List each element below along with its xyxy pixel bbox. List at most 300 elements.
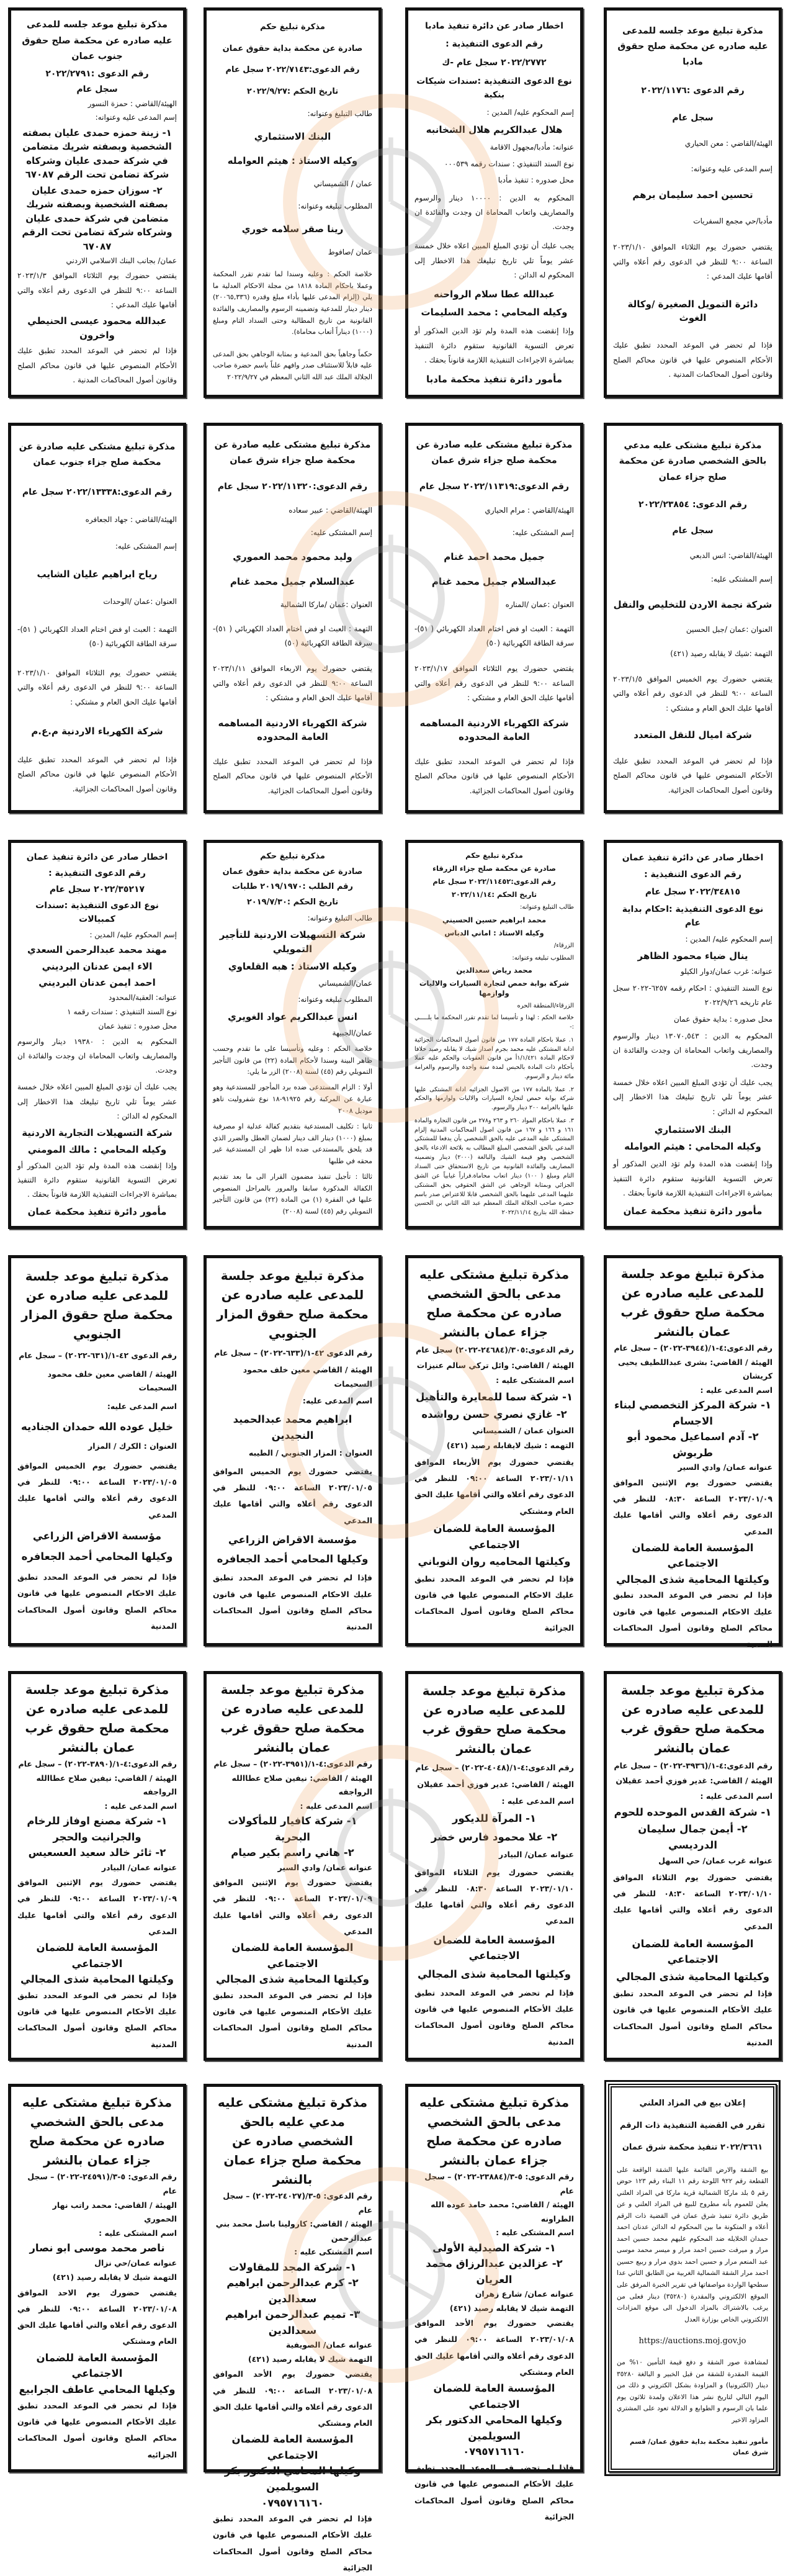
notice-text: ٣. عملا باحكام المواد ٢٦٠ و ٢٦٣ و٢٧٨ من قانون التجارة والمادة ١٦١ و ١٦٦ و ١٦٧ من قانون اصول المحاكمات المدنية إلزام المشتكى عليه المدعى عليه بالحق الشخصي بأن يدفعا للمشتكي المدعي بالحق الشخصي المبلغ المطالب به بلائحة الادعاء بالحق الشخصي وهو قيمة الشيك والبالغة (٢٠٠٠) دينار وتضمينه المصاريف والفائدة القانونية من تاريخ الاستحقاق حتى السداد التام ومبلغ ( ١٠٠) دينار اتعاب محاماة.قراراً غيابياً عن الشق الجزائي وبمثابة الوجاهي عن الشق الحقوقي بحق المشتكى عليهما المدعى عليهما بالحق الشخصي قابلا للاعتراض صدر باسم حضرة صاحب الجلالة الملك المعظم عبد الله الثاني بن الحسين حفظه الله بتاريخ ٢٠٢٢/١١/١٤ [414, 1117, 575, 1217]
notice-text: فإذا لم تحضر في الموعد المحدد تطبق عليك الاحكام المنصوص عليها في قانون محاكم الصلح وقانون أصول المحاكمات الجزائية [414, 1574, 574, 1633]
notice-name: وكيلتها المحامية شذى المجالي [20, 1973, 174, 1986]
notice-name: وكيلتها المحاميه روان النوباني [418, 1556, 571, 1568]
notice-name: مهند محمد عبدالرحمن السعدي [27, 944, 167, 956]
notice-head: مذكرة تبليغ حكم [465, 850, 523, 860]
notice-head: نوع الدعوى التنفيذية :احكام بداية عام [622, 904, 764, 929]
notice-name: مأمور دائرة تنفيذ محكمة عمان [27, 1205, 167, 1217]
notice-text: فإذا لم تحضر في الموعد المحدد تطبق عليك الأحكام المنصوص عليها في قانون محاكم الصلح وقانون أصول المحاكمات الجزائية. [17, 755, 177, 793]
notice-text: يقتضي حضورك يوم الأحد الموافق ٢٠٢٣/٠١/٠٨ الساعة ٠٩:٠٠ للنظر في الدعوى رقم أعلاه والتي أقامها عليك الحق العام ومشتكي [414, 2318, 574, 2377]
notice-text: يقتضي حضورك يوم الثلاثاء الموافق ٢٠٢٣/١/١٠ الساعة ٩:٠٠ للنظر في الدعوى رقم أعلاه والتي أقامها عليك المدعي : [613, 243, 773, 281]
notice-label: عنوانه عمان/ البيادر [498, 1849, 574, 1859]
notice-name: ١- شركة المركز التخصصي لبناء الاجسام [614, 1399, 772, 1427]
notice-label: إسم المشتكى عليه: [512, 528, 574, 538]
notice-complaint-large [204, 2084, 382, 2572]
notice-name: وكيلها المحامي عاطف الجرابيع [19, 2384, 176, 2396]
notice-head: رقم الدعوى :٢٠٢٢/١١٧٦ [641, 86, 745, 96]
notice-name: ٢- غازي نصري حسن رواشده [421, 1408, 567, 1420]
notice-name: وكيلها المحامي الدكتور بكر السويلمين [426, 2414, 563, 2442]
notice-text: يقتضي حضورك يوم الخميس الموافق ٢٠٢٣/١/٥ الساعة ٩:٠٠ للنظر في الدعوى رقم أعلاه والتي أقامها عليك الحق العام و مشتكي : [613, 674, 773, 713]
notice-label: المطلوب تبليغه وعنوانه: [298, 201, 372, 210]
notice-text: فإذا لم تحضر في الموعد المحدد تطبق عليك الأحكام المنصوص عليها في قانون محاكم الصلح وقانون أصول المحاكمات المدنية . [613, 341, 772, 379]
notice-text: أولا : الزام المستدعى ضده برد المأجور للمستدعية وهو عبارة عن المركبة رقم ٩١٩٢٥-١٨ نوع شفروليت تاهو موديل ٢٠٠٨ [213, 1083, 372, 1115]
notice-name: وكيلها المحامي أحمد الجعافره [217, 1552, 369, 1565]
notice-hearing-large [8, 1671, 186, 2061]
notice-name: ٢- هاني راسم بكير صيام [231, 1847, 354, 1859]
notice-label: الهيئة/القاضي : مرام الحياري [485, 505, 574, 515]
notice-name: المؤسسة العامة للضمان الاجتماعي [632, 1937, 754, 1966]
notice-name: ناصر محمد موسى ابو نصار [29, 2242, 165, 2254]
notice-label: مأدبا/حي مجمع السفريات [693, 217, 772, 225]
notices-row [0, 840, 788, 1229]
notices-row [0, 423, 788, 813]
notice-head: نوع الدعوى التنفيذية :سندات شيكات بنكية [416, 76, 572, 101]
notice-name: شركة الكهرباء الاردنية المساهمه العامة المحدوده [419, 717, 569, 743]
notice-label: التهمه : شيك لايقابله رصيد (٤٢١) [446, 1441, 574, 1451]
notice-execution [405, 7, 583, 398]
notice-name: عبدالسلام جميل محمد غنام [230, 575, 356, 587]
notice-head: صادرة عن محكمة صلح جزاء الزرقاء [432, 863, 556, 873]
notice-head: رقم الدعوى: ٢٠٢٢/٢٣٨٥٤ [638, 499, 747, 510]
notice-name: ٠٧٩٥٧١٦١٦٠ [463, 2446, 526, 2458]
notice-label: المطلوب تبليغه وعنوانه: [512, 954, 574, 961]
notices-row [0, 1255, 788, 1649]
notices-row [0, 2084, 788, 2572]
notice-label: المطلوب تبليغه وعنوانه: [298, 994, 372, 1004]
notice-label: الزرقاء/ [553, 942, 574, 949]
notice-label: رقم الدعوى ٤٢-١/(٦٣٣-٢٠٢٢) – سجل عام [214, 1348, 372, 1358]
notice-label: اسم المدعى عليه: [302, 1396, 372, 1406]
notice-label: عمان /صافوط [328, 248, 372, 257]
notice-name: دائرة التمويل الصغيرة /وكالة الغوث [627, 298, 758, 324]
notice-text: التهمة : العبث او فض اختام العداد الكهربائي ( ٥١)-سرقة الطاقة الكهربائية (٥٠) [17, 624, 177, 649]
notice-label: اسم المشتكى عليه : [294, 2247, 372, 2256]
notice-name: وكيله المحامي : مالك المومني [27, 1143, 167, 1155]
notice-head: سجل عام [672, 112, 714, 123]
notice-label: العنوان :عمان /المناره [505, 600, 574, 610]
notice-label: إسم المحكوم عليه/ المدين : [486, 107, 574, 117]
notice-label: اسم المشتكى عليه : [496, 1376, 574, 1385]
notice-label: مأمور تنفيذ محكمة بداية حقوق عمان/ قسم شرق عمان [630, 2438, 768, 2457]
notice-head: رقم الدعوى :٢٠٢٢/٢٧٩١ [45, 68, 149, 79]
notice-label: رقم الدعوى:٤-١/(٣٩٣٦-٢٠٢٢) – سجل عام [614, 1760, 772, 1770]
notice-label: إسم المشتكى عليه: [115, 541, 177, 551]
notice-label: اسم المدعى عليه: [107, 1402, 177, 1412]
notice-name: تحسين احمد سليمان برهم [632, 189, 753, 201]
notice-head: رقم الدعوى التنفيذية : [644, 870, 741, 880]
notice-name: المؤسسة العامة للضمان الاجتماعي [433, 2382, 555, 2410]
notice-name: مؤسسة الاقراض الزراعي [228, 1534, 357, 1546]
notice-label: عنوانه عمان/حي نزال [94, 2258, 177, 2268]
notice-name: وكيلها المحامي الدكتور بكر السويلمين [224, 2465, 361, 2493]
notice-title: مذكرة تبليغ مشتكى عليه صادرة عن محكمة صلح جزاء جنوب عمان [19, 441, 176, 468]
notice-label: التهمة :شيك لا يقابله رصيد (٤٢١) [670, 649, 772, 659]
notice-head: تاريخ الحكم :٢٠١٩/٧/٣٠ [246, 897, 339, 907]
notice-name: شركة التسهيلات الاردنية للتأجير التمويلي [219, 929, 366, 955]
notice-head: رقم الدعوى:٢٠٢٢/١١٤٥٢ سجل عام [432, 876, 556, 886]
notice-name: وكيلتها المحامية شذى المجالي [616, 1970, 770, 1983]
notice-label: رقم الدعوى:٣٠٥/(٢٤٦٨٤-٢٠٢٢) سجل عام [416, 1345, 574, 1355]
notice-name: وكيله المحامي : هيثم العوامله [624, 1141, 761, 1153]
notice-text: فإذا لم تحضر في الموعد المحدد تطبق عليك الأحكام المنصوص عليها في قانون محاكم الصلح وقانون أصول المحاكمات المدنية [414, 1988, 574, 2047]
notice-name: وكيله الاستاذ : هبه القلعاوي [228, 961, 357, 973]
notice-name: جميل محمد احمد غنام [444, 551, 545, 562]
notice-head: ٢٠٢٢/٢٧٧٢ سجل عام -ك [442, 58, 547, 68]
notice-name: شركة بوابة حمص لتجارة السيارات والاليات ولوازمها [419, 979, 570, 998]
notice-title: مذكرة تبليغ مشتكى عليه مدعى بالحق الشخصي صادره عن محكمة صلح جزاء عمان بالنشر [419, 2095, 570, 2168]
notice-label: إسم المحكوم عليه/ المدين : [685, 935, 772, 943]
notice-head: مذكرة تبليغ حكم [260, 852, 325, 862]
notice-name: وكيلتها المحامية شذى المجالي [616, 1573, 770, 1585]
notice-head: ٢٠٢٢/٣٥٢١٧ سجل عام [49, 885, 145, 894]
notice-name: احمد ايمن عدنان البرديني [38, 976, 156, 988]
notice-text: فإذا لم تحضر في الموعد المحدد تطبق عليك الأحكام المنصوص عليها في قانون محاكم الصلح وقانون أصول المحاكمات المدنية [213, 1990, 372, 2049]
notice-head: اخطار صادر عن دائرة تنفيذ مادبا [424, 20, 564, 31]
notice-title: مذكرة تبليغ موعد جلسة للمدعى عليه صادره عن محكمة صلح حقوق غرب عمان بالنشر [620, 1266, 765, 1339]
notice-text: فإذا لم تحضر في الموعد المحدد تطبق عليك الأحكام المنصوص عليها في قانون محاكم الصلح وقانون أصول المحاكمات المدنية . [17, 346, 177, 385]
notice-label: الهيئة / القاضي معين خلف محمود السحيمات [47, 1369, 177, 1393]
notice-label: عنوانه عمان/ البيادر [101, 1862, 177, 1872]
notice-head: مذكرة تبليغ حكم [260, 22, 325, 32]
notice-label: رقم الدعوى ٤٢-١/(٦٣١-٢٠٢٢) – سجل عام [19, 1350, 177, 1360]
notice-name: المؤسسة العامة للضمان الاجتماعي [632, 1541, 754, 1570]
notice-name: ٢- سوزان حمزه حمدى عليان بصفته الشخصية وبصفته شريك متضامن في شركة حمدى عليان وشركاه شركة تضامن تحت الرقم ٦٧٠٨٧ [22, 184, 172, 252]
notice-head: سجل عام [76, 84, 118, 94]
notice-name: المؤسسة العامة للضمان الاجتماعي [433, 1934, 555, 1962]
notice-name: وكيلتها المحامية شذى المجالي [215, 1973, 370, 1986]
notice-name: ١- شركة القدس الموحده للحوم [614, 1806, 772, 1818]
notice-text: المحكوم به الدين : ١٠٠٠٠ دينار والرسوم والمصاريف واتعاب المحاماة ان وجدت والفائدة ان وجدت. [414, 193, 574, 232]
notice-head: رقم الدعوى:٢٠٢٢/١١٣٢٠ سجل عام [217, 481, 368, 492]
notice-title: مذكرة تبليغ موعد جلسة للمدعى عليه صادره عن محكمة صلح حقوق غرب عمان بالنشر [25, 1682, 169, 1755]
notice-text: يجب عليك أن تؤدي المبلغ المبين اعلاه خلال خمسة عشر يوماً تلي تاريخ تبليغك هذا الاخطار إلى المحكوم له الدائن : [17, 1083, 177, 1121]
notice-judgment [204, 840, 382, 1229]
notice-text: حكماً وجاهياً بحق المدعية و بمثابة الوجاهي بحق المدعى عليه قابلاً للاستئناف صدر وافهم علناً باسم حضرة صاحب الجلالة الملك عبد الله الثاني المعظم في ٢٠٢٢/٩/٢٧ [213, 349, 372, 381]
notice-name: ١- شركة الصيدلية الأولى [432, 2241, 556, 2254]
notice-name: المؤسسة العامة للضمان الاجتماعي [36, 1942, 158, 1970]
notice-text: فإذا لم تحضر في الموعد المحدد تطبق عليك الأحكام المنصوص عليها في قانون محاكم الصلح وقانون أصول المحاكمات الجزائية [213, 2514, 372, 2572]
notice-name: رياح ابراهيم عليان الشايب [37, 568, 158, 580]
notice-label: الزرقاء/المنطقة الحره [517, 1002, 574, 1009]
notice-name: المؤسسة العامة للضمان الاجتماعي [36, 2351, 158, 2380]
notice-text: فإذا لم تحضر في الموعد المحدد تطبق عليك الأحكام المنصوص عليها في قانون محاكم الصلح وقانون أصول المحاكمات الجزائيه [17, 2400, 177, 2459]
notice-text: وإذا إنقضت هذه المدة ولم تؤد الدين المذكور أو تعرض التسوية القانونية ستقوم دائرة التنفيذ بمباشرة الاجراءات التنفيذية اللازمة قانوناً بحقك . [613, 1160, 772, 1198]
notice-label: التهمة شيك لا يقابله رصيد (٤٢١) [52, 2272, 177, 2282]
notice-name: ٠٧٩٥٧١٦١٦٠ [261, 2497, 324, 2509]
notice-text: يقتضي حضورك يوم الاربعاء الموافق ٢٠٢٣/١/١١ الساعة ٩:٠٠ للنظر في الدعوى رقم أعلاه والتي أقامها عليك الحق العام و مشتكي : [213, 664, 373, 702]
notice-text: فإذا لم تحضر في الموعد المحدد تطبق عليك الأحكام المنصوص عليها في قانون محاكم الصلح وقانون أصول المحاكمات الجزائية [414, 2463, 574, 2521]
notice-title: إعلان بيع في المزاد العلني [639, 2099, 746, 2108]
notice-label: عمان/الشميساني [318, 979, 372, 988]
notice-label: محل صدوره : تنفيذ مأدبا [498, 176, 574, 185]
notice-label: عمان / الشميساني [313, 179, 372, 189]
notice-auction [608, 2084, 777, 2472]
notice-name: شركة الكهرباء الاردنية م.ع.م [31, 725, 163, 737]
notice-text: خلاصة الحكم : وعليه وتأسيسا على ما تقدم وحسب ظاهر البينة وسندا لأحكام المادة (٢٢) من قانون التأجير التمويلي رقم (٤٥) لسنة (٢٠٠٨) الزر ما يلي: [213, 1044, 372, 1076]
notice-label: العنوان :عمان /جبل الحسين [686, 625, 772, 634]
notice-name: محمد ابراهيم حسين الحسيني [442, 915, 547, 924]
notice-name: المؤسسة العامة للضمان الاجتماعي [231, 1942, 354, 1970]
notice-name: خليل عوده الله حمدان الجناديه [20, 1420, 174, 1433]
notice-text: يقتضي حضورك يوم الثلاثاء الموافق ٢٠٢٣/١/١٠ الساعة ٩:٠٠ للنظر في الدعوى رقم أعلاه والتي أقامها عليك الحق العام و مشتكي : [17, 669, 177, 706]
notice-name: شركة نجمة الاردن للتخليص والنقل [613, 599, 772, 611]
notice-name: ٣- تميم عبدالرحمن ابراهيم سعدالدين [225, 2308, 360, 2336]
notice-label: الهيئة / القاضي: بشرى عبداللطيف يحيى كريشان [618, 1357, 772, 1380]
notice-head: رقم الدعوى:٢٠٢٢/٧١٤٣ سجل عام [225, 65, 360, 75]
notice-text: فإذا لم تحضر في الموعد المحدد تطبق عليك الاحكام المنصوص عليها في قانون محاكم الصلح وقانون أصول المحاكمات المدنية [213, 1573, 372, 1632]
notice-label: الهيئة / القاضي: نيفين صلاح عطاالله الرواجفه [36, 1773, 177, 1796]
notice-label: اسم المدعى عليه : [700, 1791, 772, 1801]
notice-label: العنوان :عمان /ماركا الشمالية [280, 600, 372, 610]
notice-head: ٢٠٢٢/٣٤٨١٥ سجل عام [645, 887, 741, 898]
notice-label: محل صدوره : تنفيذ عمان [98, 1021, 177, 1030]
notice-hearing-large [604, 1671, 782, 2061]
notice-text: المحكوم به الدين : ١٩٣٨٠ دينار والرسوم والمصاريف واتعاب المحاماة ان وجدت والفائدة ان وجدت. [17, 1037, 177, 1075]
notice-label: إسم المدعى عليه وعنوانه: [691, 164, 772, 173]
notice-name: وكيلتها المحامية شذى المجالي [417, 1968, 571, 1981]
notice-complaint-large [405, 2084, 583, 2521]
notice-label: الهيئة/القاضي : معن الحياري [684, 139, 772, 148]
notice-head: رقم الدعوى التنفيذية : [48, 868, 146, 878]
notice-head: تاريخ الحكم :٢٠٢٢/١١/١٤ [451, 890, 537, 899]
notice-name: ٢- ثائر خالد سعيد العسعيس [28, 1847, 166, 1859]
notice-name: مأمور دائرة تنفيذ محكمة مادبا [426, 373, 562, 385]
notice-label: عنوانه غرب عمان/ حي السهل [658, 1856, 772, 1866]
notice-head: رقم الدعوى:٢٠٢٢/١١٣١٩ سجل عام [419, 481, 570, 492]
notice-name: انس عبدالكريم عواد الغويري [228, 1011, 357, 1022]
notice-name: ١- زينة حمزه حمدى عليان بصفته الشخصية وبصفته شريك متضامن في شركة حمدى عليان وشركاه شركة تضامن تحت الرقم ٦٧٠٨٧ [22, 127, 172, 181]
notice-text: ثانيا : تكليف المستدعية بتقديم كفالة عدلية او مصرفية بمبلغ (١٠٠٠) دينار الف دينار لضمان العطل والضرر الذي قد يلحق بالمستدعى ضده اذا ظهر ان المستدعية غير محقه في طلبها [213, 1122, 372, 1165]
notices-row [0, 7, 788, 398]
notice-title: مذكرة تبليغ مشتكى عليه مدعي عليه بالحق الشخصي صادره عن محكمة صلح جزاء عمان بالنشر [217, 2095, 368, 2187]
notice-title: مذكرة تبليغ مشتكى عليه مدعي بالحق الشخصي صادرة عن محكمة صلح جزاء عمان [619, 440, 767, 482]
notice-label: الهيئة / القاضي معين خلف محمود السحيمات [243, 1365, 372, 1389]
notice-label: اسم المشتكى عليه : [496, 2228, 574, 2237]
notice-label: رقم الدعوى:٤-١/(٣٩٤٤-٢٠٢٢) – سجل عام [614, 1343, 772, 1353]
notice-name: ينال ضياء محمود الظاهر [637, 950, 748, 961]
notice-execution [8, 840, 186, 1229]
notice-title: مذكرة تبليغ مشتكى عليه مدعى بالحق الشخصي صادره عن محكمة صلح جزاء عمان بالنشر [419, 1267, 570, 1340]
notice-label: التهمة شيك لا يقابله رصيد (٤٢١) [449, 2303, 574, 2313]
notice-hearing-large [204, 1671, 382, 2061]
notice-text: ٢. عملا بالمادة ١٧٧ من الاصول الجزائيه ادانة المشتكى عليها شركة بوابة حمص لتجارة السيارات والاليات ولوازمها والحكم عليها بالغرامة ٢٠٠ دينار والرسوم. [414, 1086, 574, 1112]
notice-label: اسم المشتكى عليه : [99, 2228, 177, 2238]
notice-label: عنوانه: مأدبا/مجهول الاقامة [490, 143, 574, 152]
notice-text: التهمة : العبث او فض اختام العداد الكهربائي ( ٥١)-سرقة الطاقة الكهربائية (٥٠) [414, 624, 574, 648]
notice-name: وكيله الاستاذ : اماني الدباس [444, 928, 544, 937]
notice-name: ٢- علا محمود فارس خضر [431, 1831, 558, 1844]
notice-label: رقم الدعوى: ٥-٣/(٢٤٥٩١-٢٠٢٢) – سجل عام [27, 2172, 177, 2195]
notice-execution [604, 840, 782, 1229]
notice-hearing-large [405, 1671, 583, 2061]
notice-text: لمشاهدة صور الشقة و دفع قيمة التأمين ١٠% من القيمة المقدرة للشقة من قبل الخبير و البالغة ٣٥٢٨٠ دينار (الكترونيا) و المزاودة بشكل الكتروني و ذلك من اليوم التالي لتاريخ نشر هذا الاعلان ولمدة ثلاثون يوم علما بان الرسوم و الطوابع و الدلالة تعود على المشتري المزاود الاخير [617, 2359, 768, 2424]
notice-label: عنوانه: غرب عمان/دوار الكيلو [680, 967, 772, 976]
notice-title: مذكرة تبليغ موعد جلسة للمدعى عليه صادره عن محكمة صلح حقوق غرب عمان بالنشر [422, 1683, 566, 1757]
notice-label: عنوانه عمان/ وادي السير [277, 1862, 372, 1872]
notice-text: فإذا لم تحضر في الموعد المحدد تطبق عليك الأحكام المنصوص عليها في قانون محاكم الصلح وقانون أصول المحاكمات الجزائية. [613, 756, 772, 795]
notice-text: يقتضي حضورك يوم الثلاثاء الموافق ٢٠٢٣/١/٣ الساعة ٩:٠٠ للنظر في الدعوى رقم أعلاه والتي أقامها عليك المدعي : [17, 271, 177, 309]
notice-hearing-large [204, 1255, 382, 1646]
notice-title: ٢٠٢٢/٣٦٦١ تنفيذ محكمة شرق عمان [622, 2143, 763, 2153]
notice-name: ٢- كرم عبدالرحمن ابراهيم سعدالدين [226, 2277, 359, 2305]
notice-text: يقتضي حضورك يوم الأربعاء الموافق ٢٠٢٣/٠١/١١ الساعة ٠٩:٠٠ للنظر في الدعوى رقم أعلاه والتي أقامها عليك الحق العام ومشتكي [414, 1457, 574, 1516]
notice-name: ٢- عزالدين عبدالرزاق محمد العريان [426, 2258, 563, 2286]
notice-head: نوع الدعوى التنفيذية :سندات كمبيالات [35, 901, 159, 925]
notice-label: التهمة شيك لا يقابله رصيد (٤٢١) [248, 2354, 372, 2364]
notice-label: طالب التبليغ وعنوانه: [519, 904, 574, 911]
notice-name: شركة اميال للنقل المتعدد [634, 729, 752, 741]
notice-text: يقتضي حضورك يوم الخميس الموافق ٢٠٢٣/٠١/٠٥ الساعة ٠٩:٠٠ للنظر في الدعوى رقم أعلاه والتي أقامها عليك المدعي [213, 1466, 372, 1525]
notice-hearing [604, 7, 782, 398]
notice-judgment-dense [405, 840, 583, 1229]
notice-label: الهيئة / القاضي: وائل تركي سالم عنيزات [416, 1360, 574, 1370]
notice-name: هلال عبدالكريم هلال الشخانبه [426, 124, 563, 136]
notice-title: مذكرة تبليغ موعد جلسه للمدعى عليه صادره عن محكمة صلح حقوق جنوب عمان [22, 20, 172, 62]
notice-title: مذكرة تبليغ موعد جلسة للمدعى عليه صادره عن محكمة صلح حقوق غرب عمان بالنشر [620, 1682, 765, 1755]
notice-label: الهيئة/القاضي : جهاد الجعافره [85, 515, 177, 525]
notice-label: رقم الدعوى: ٥-٣/(٢٤٠٢٧-٢٠٢٢) – سجل عام [223, 2191, 372, 2215]
notice-head: رقم الدعوى:٢٠٢٢/١٣٣٣٨ سجل عام [22, 487, 172, 498]
notice-hearing [8, 7, 186, 398]
notice-label: الهيئة / القاضي: غدير فوزي أحمد عقيلان [616, 1776, 772, 1786]
notice-name: ٢- آدم اسماعيل محمود أبو طربوش [627, 1431, 759, 1459]
notice-name: ١- المرآة للديكور [452, 1813, 537, 1825]
notice-name: ابراهيم محمد عبدالحميد النجيدين [233, 1413, 352, 1441]
notice-name: وليد محمود محمد العموري [233, 551, 352, 562]
notice-label: عمان/ بجانب البنك الاسلامي الاردني [66, 256, 177, 266]
notice-url[interactable]: https://auctions.moj.gov.jo [638, 2336, 746, 2346]
notice-text: يقتضي حضورك يوم الثلاثاء الموافق ٢٠٢٣/١/١٧ الساعة ٩:٠٠ للنظر في الدعوى رقم أعلاه والتي أقامها عليك الحق العام و مشتكي : [414, 664, 575, 702]
notice-head: تاريخ الحكم :٢٠٢٢/٩/٢٧ [246, 87, 339, 97]
notice-title: مذكرة تبليغ موعد جلسة للمدعى عليه صادره عن محكمة صلح حقوق المزار الجنوبي [21, 1268, 173, 1341]
notice-name: البنك الاستثماري [654, 1124, 732, 1135]
notice-text: يجب عليك أن تؤدي المبلغ المبين اعلاه خلال خمسة عشر يوماً تلي تاريخ تبليغك هذا الاخطار إلى المحكوم له الدائن : [613, 1078, 772, 1116]
notice-name: البنك الاستثماري [254, 131, 331, 143]
notice-label: عنوانه عمان/ وادي السير [678, 1462, 772, 1472]
notice-head: صادرة عن محكمة بداية حقوق عمان [222, 43, 363, 53]
notice-text: يقتضي حضورك يوم الاحد الموافق ٢٠٢٣/٠١/٠٨ الساعة ٠٩:٠٠ للنظر في الدعوى رقم أعلاه والتي أقامها عليك الحق العام ومشتكي [17, 2287, 177, 2346]
notice-label: الهيئة / القاضي: غدير فوزي أحمد عقيلان [417, 1779, 574, 1789]
notice-head: صادرة عن محكمة بداية حقوق عمان [222, 867, 363, 876]
notice-text: وإذا إنقضت هذه المدة ولم تؤد الدين المذكور أو تعرض التسوية القانونية ستقوم دائرة التنفيذ بمباشرة الاجراءات التنفيذية اللازمة قانوناً بحقك . [414, 327, 574, 365]
notice-title: تقرر في القضية التنفيذية ذات الرقم [619, 2120, 765, 2130]
notice-name: وكيله المحامي : محمد السليمات [421, 307, 568, 318]
notice-name: المؤسسة العامة للضمان الاجتماعي [231, 2433, 354, 2461]
notice-label: العنوان :عمان /الوحدات [103, 597, 177, 606]
notice-name: ١- شركة المجد للمقاولات [228, 2261, 357, 2273]
notice-label: رقم الدعوى:٤-١/(٤٠٤٨-٢٠٢٢) – سجل عام [415, 1763, 574, 1773]
notice-label: اسم المدعى عليه : [700, 1385, 772, 1395]
notice-text: يقتضي حضورك يوم الثلاثاء الموافق ٢٠٢٣/٠١/١٠ الساعة ٠٨:٣٠ للنظر في الدعوى رقم أعلاه والتي أقامها عليك المدعي [613, 1872, 772, 1931]
notice-label: عنوانه: العقبة/المحدود [108, 993, 177, 1002]
notice-text: خلاصة الحكم : لهذا و تأسيسا لما تقدم تقرر المحكمة ما يلـــــي :- [414, 1014, 574, 1031]
notice-name: وكيله الاستاذ : هيثم العوامله [227, 155, 358, 167]
notice-text: ١. عملا باحكام المادة ١٧٧ من قانون أصول المحاكمات الجزائية ادانة المشتكى عليه محمد بجرم اصدار شيك لا يقابله رصيد خلافا لاحكام المادة ١/١/٤٢١أ من قانون العقوبات والحكم عليه عملا بأحكام ذات المادة بالحبس لمدة سنة واحدة والرسوم والغرامة مائة دينار و الرسوم. [414, 1036, 574, 1081]
notice-label: الهيئة/القاضي : حمزة النسور [87, 99, 177, 109]
notice-text: يقتضي حضورك يوم الثلاثاء الموافق ٢٠٢٣/٠١/١٠ الساعة ٠٨:٣٠ للنظر في الدعوى رقم أعلاه والتي أقامها عليك المدعي [414, 1867, 574, 1926]
notice-hearing-large [604, 1255, 782, 1649]
notice-hearing-large [8, 1255, 186, 1646]
notice-text: التهمة : العبث او فض اختام العداد الكهربائي ( ٥١)-سرقة الطاقة الكهربائية (٥٠) [213, 624, 372, 648]
notice-text: فإذا لم تحضر في الموعد المحدد تطبق عليك الاحكام المنصوص عليها في قانون محاكم الصلح وقانون أصول المحاكمات المدنية [613, 1590, 772, 1649]
notice-text: يقتضي حضورك يوم الإثنين الموافق ٢٠٢٣/٠١/٠٩ الساعة ٠٩:٠٠ للنظر في الدعوى رقم أعلاه والتي أقامها عليك المدعي [17, 1878, 177, 1936]
notice-complaint [604, 423, 782, 813]
notice-label: إسم المدعى عليه وعنوانه: [95, 113, 177, 122]
notice-head: اخطار صادر عن دائرة تنفيذ عمان [26, 852, 168, 862]
notice-label: الهيئة / القاضي: كارولينا باسل محمد بني عبدالرحمن [215, 2219, 372, 2243]
notice-text: فإذا لم تحضر في الموعد المحدد تطبق عليك الأحكام المنصوص عليها في قانون محاكم الصلح وقانون أصول المحاكمات المدنية [17, 1990, 177, 2049]
notice-title: مذكرة تبليغ موعد جلسة للمدعى عليه صادره عن محكمة صلح حقوق المزار الجنوبي [217, 1268, 369, 1341]
notice-complaint [204, 423, 382, 813]
notice-text: يقتضي حضورك يوم الخميس الموافق ٢٠٢٣/٠١/٠٥ الساعة ٠٩:٠٠ للنظر في الدعوى رقم أعلاه والتي أقامها عليك المدعي [17, 1461, 177, 1520]
notice-label: محل صدوره : بداية حقوق عمان [673, 1015, 772, 1024]
notice-complaint-large [8, 2084, 186, 2472]
notice-text: المحكوم به الدين : ١٣٠٧٠,٥٤٣ دينار والرسوم والمصاريف واتعاب المحاماة ان وجدت والفائدة ان وجدت. [613, 1031, 772, 1070]
notice-title: مذكرة تبليغ مشتكى عليه مدعى بالحق الشخصي صادره عن محكمة صلح جزاء عمان بالنشر [22, 2095, 172, 2168]
notice-label: عمان/الجبيهة [332, 1029, 372, 1038]
notice-text: بيع الشقة والارض القائمة عليها الشقة الواقعة على القطعة رقم ٩٢٢ اللوحة رقم ١١ البناء رقم ١٢٣ حوض رقم ٥ بلد ماركا الشمالية قرية ماركا في المزاد العلني يعلن للعموم بأنه مطروح للبيع في المزاد العلني و عن طريق دائرة تنفيذ شرق عمان في القضية ذات الرقم أعلاه و المتكونة ما بين المحكوم له الدائن عدنان احمد حمدان الخلايله ضد المحكوم عليهم محمد حسين احمد مرار و ميرفت حسين احمد مرار و ميسر محمد موسى عبد المنعم مرار و حسين احمد بدوي مرار و ربيع حسين احمد مرار الشقة الشمالية الغربية من الطابق الثاني عدا سطحها الواردة مواصفاتها في تقرير الخبرة المرفق على الموقع الالكتروني والمقدرة (٣٥٢٨٠) دينار فعلى من يرغب بالاشتراك بالمزاد الدخول الى موقع المزادات الالكتروني الخاص بوزارة العدل [617, 2166, 769, 2323]
notice-label: طالب التبليغ وعنوانه: [307, 913, 372, 922]
notice-text: ثالثا : تأجيل تنفيذ مضمون القرار الى ما بعد تقديم الكفالة المذكورة سابقا والمرور بالمراحل المنصوص عليها في الفقرة (١) من المادة (٢٢) من قانون التأجير التمويلي رقم (٤٥) لسنة (٢٠٠٨) [213, 1173, 373, 1216]
notice-name: المؤسسة العامة للضمان الاجتماعي [433, 1522, 555, 1551]
notice-title: مذكرة تبليغ مشتكى عليه صادرة عن محكمة صلح جزاء شرق عمان [214, 439, 371, 466]
notices-row [0, 1671, 788, 2061]
notice-text: يقتضي حضورك يوم الأحد الموافق ٢٠٢٣/٠١/٠٨ الساعة ٠٩:٠٠ للنظر في الدعوى رقم أعلاه والتي أقامها عليك الحق العام ومشتكي [212, 2369, 372, 2428]
notice-name: شركة الكهرباء الاردنية المساهمه العامة المحدوده [218, 717, 367, 743]
notice-name: شركة التسهيلات التجارية الاردنية [22, 1127, 172, 1139]
notice-name: وكيلها المحامي أحمد الجعافره [21, 1550, 173, 1562]
notice-text: فإذا لم تحضر في الموعد المحدد تطبق عليك الاحكام المنصوص عليها في قانون محاكم الصلح وقانون أصول المحاكمات المدنية [17, 1572, 177, 1631]
notice-label: رقم الدعوى:٤-١/(٣٩٥١-٢٠٢٢) – سجل عام [213, 1759, 372, 1768]
notice-head: رقم الدعوى التنفيذية : [445, 39, 543, 50]
notice-label: الهيئة/القاضي : عبير سعاده [289, 505, 372, 515]
notice-text: فإذا لم تحضر في الموعد المحدد تطبق عليك الأحكام المنصوص عليها في قانون محاكم الصلح وقانون أصول المحاكمات الجزائية. [414, 757, 574, 795]
notice-label: طالب التبليغ وعنوانه: [307, 109, 372, 118]
notice-label: الهيئة / القاضي: محمد راتب نهار الحموري [52, 2200, 177, 2223]
notice-name: الاء ايمن عدنان البرديني [42, 960, 153, 972]
notice-head: رقم الطلب :٢٠١٩/١٩٧٠ طلبات [231, 882, 354, 892]
notice-label: اسم المدعى عليه : [501, 1796, 574, 1806]
notice-label: عنوانه عمان/ شارع زهران [475, 2289, 574, 2299]
notice-head: سجل عام [672, 525, 714, 536]
notice-label: اسم المدعى عليه : [300, 1801, 372, 1811]
notice-name: عبدالله محمود عيسى الحنيطي واخرون [27, 315, 167, 341]
notice-text: وإذا إنقضت هذه المدة ولم تؤد الدين المذكور أو تعرض التسوية القانونية ستقوم دائرة التنفيذ بمباشرة الاجراءات التنفيذية اللازمة قانوناً بحقك . [17, 1161, 177, 1199]
notice-name: عبدالسلام جميل محمد غنام [431, 575, 557, 587]
notice-name: عبدالله عطا سلام الرواحنه [434, 288, 555, 300]
notice-title: مذكرة تبليغ موعد جلسة للمدعى عليه صادره عن محكمة صلح حقوق غرب عمان بالنشر [220, 1682, 365, 1755]
notice-name: رينا صقر سلامه خوري [241, 223, 344, 235]
notice-label: الهيئة/القاضي: انس الدبعي [689, 551, 772, 560]
notice-name: مؤسسة الاقراض الزراعي [32, 1529, 162, 1542]
notice-text: يقتضي حضورك يوم الإثنين الموافق ٢٠٢٣/٠١/٠٩ الساعة ٠٩:٠٠ للنظر في الدعوى رقم أعلاه والتي أقامها عليك المدعي [213, 1878, 372, 1936]
notice-label: إسم المشتكى عليه: [310, 528, 372, 538]
notice-label: نوع السند التنفيذي : سندات رقمه ٠٠٠٥٣٩ [444, 159, 574, 168]
notice-label: الهيئة / القاضي: محمد حامد عوده الله الطراونه [431, 2200, 574, 2223]
notice-complaint [405, 423, 583, 813]
notice-label: العنوان عمان / الشميساني [472, 1425, 574, 1435]
notice-label: نوع السند التنفيذي : سندات رقمه ١ [67, 1007, 177, 1016]
notice-text: يقتضي حضورك يوم الإثنين الموافق ٢٠٢٣/٠١/٠٩ الساعة ٠٨:٣٠ للنظر في الدعوى رقم أعلاه والتي أقامها عليك المدعي [613, 1477, 772, 1536]
notice-text: يجب عليك أن تؤدي المبلغ المبين اعلاه خلال خمسة عشر يوماً تلي تاريخ تبليغك هذا الاخطار إلى المحكوم له الدائن : [414, 241, 574, 279]
notice-label: إسم المحكوم عليه/ المدين : [89, 930, 177, 939]
notice-label: إسم المشتكى عليه: [710, 575, 772, 584]
notice-label: اسم المدعى عليه : [104, 1801, 177, 1811]
notice-name: مأمور دائرة تنفيذ محكمة عمان [623, 1205, 763, 1217]
notice-judgment [204, 7, 382, 398]
notice-hearing-large [405, 1255, 583, 1646]
notice-text: فإذا لم تحضر في الموعد المحدد تطبق عليك الأحكام المنصوص عليها في قانون محاكم الصلح وقانون أصول المحاكمات الجزائية. [213, 757, 372, 795]
notice-label: عنوانه عمان/ الصويفية [285, 2340, 372, 2350]
